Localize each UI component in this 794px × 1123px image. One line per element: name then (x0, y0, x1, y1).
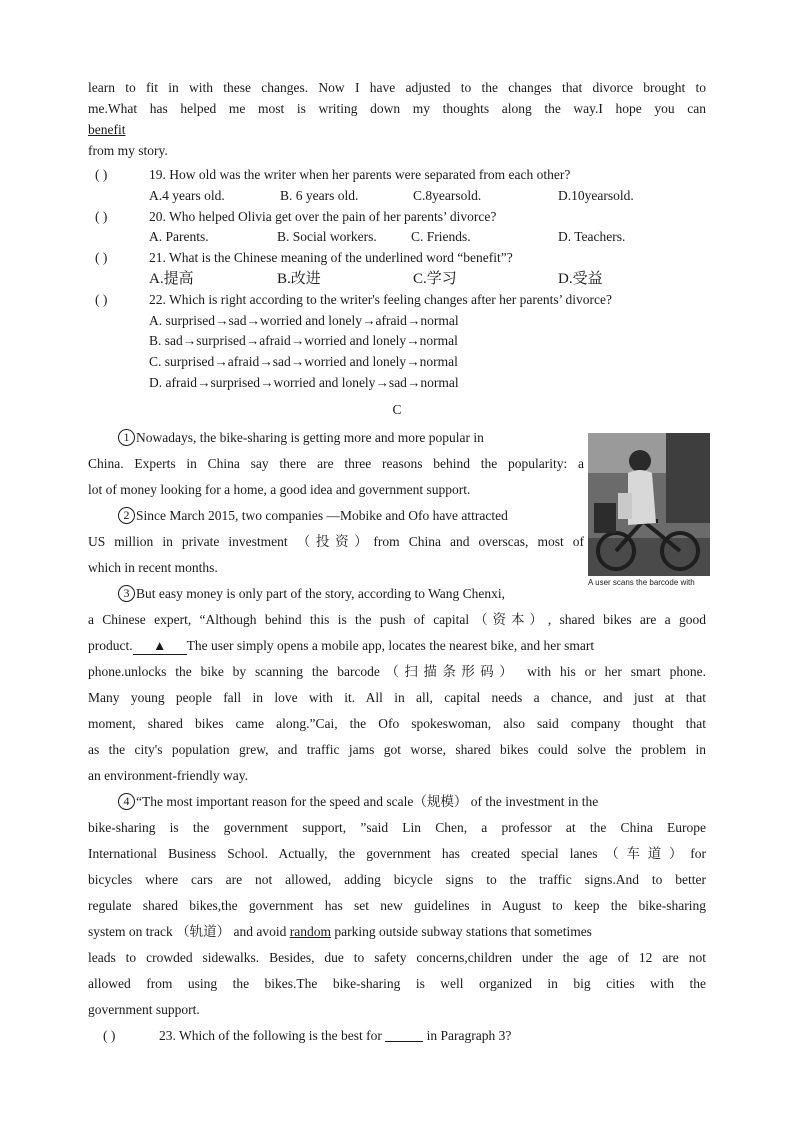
option-c: C. Friends. (411, 229, 471, 244)
photo-caption: A user scans the barcode with (588, 578, 695, 587)
paragraph-number-2: 2 (118, 507, 135, 524)
p4-line-6-pre: system on track （轨道） and avoid (88, 924, 287, 939)
option-b: B. sad→surprised→afraid→worried and lonely→normal (149, 333, 458, 348)
answer-paren: ( ) (95, 167, 108, 182)
option-d: D.10yearsold. (558, 188, 634, 203)
p4-line-6-post: parking outside subway stations that sometimes (334, 924, 592, 939)
answer-paren: ( ) (95, 250, 108, 265)
p3-line-3-post: The user simply opens a mobile app, locates the nearest bike, and her smart (186, 638, 595, 653)
option-d: D.受益 (558, 271, 603, 287)
p4-line-8: allowed from using the bikes.The bike-sharing is well organized in big cities with the (88, 976, 706, 991)
p2-line-1-text: Since March 2015, two companies —Mobike and Ofo have attracted (136, 508, 508, 523)
p2-line-3: which in recent months. (88, 560, 218, 575)
p4-line-9: government support. (88, 1002, 200, 1017)
option-a: A. surprised→sad→worried and lonely→afraid→normal (149, 313, 459, 328)
option-c: C. surprised→afraid→sad→worried and lonely→normal (149, 354, 458, 369)
p3-line-2: a Chinese expert, “Although behind this is the push of capital（资本）, shared bikes are a good (88, 612, 706, 627)
photo-illustration (588, 433, 710, 576)
answer-paren: ( ) (95, 292, 108, 307)
p3-line-1-text: But easy money is only part of the story, according to Wang Chenxi, (136, 586, 505, 601)
p3-line-5: Many young people fall in love with it. All in all, capital needs a chance, and just at that (88, 690, 706, 705)
p4-line-1-text: “The most important reason for the speed and scale（规模） of the investment in the (136, 794, 599, 809)
question-text: 19. How old was the writer when her parents were separated from each other? (149, 167, 571, 182)
question-text (159, 1026, 511, 1046)
answer-paren: ( ) (103, 1028, 116, 1043)
option-a: A.4 years old. (149, 188, 225, 203)
underlined-word-random: random (289, 924, 331, 939)
p2-line-2: US million in private investment （投资）from China and overscas, most of (88, 534, 584, 549)
p4-line-2: bike-sharing is the government support, ”said Lin Chen, a professor at the China Europe (88, 820, 706, 835)
bike-sharing-photo (588, 433, 710, 576)
option-a: A.提高 (149, 271, 194, 287)
intro-line-3: from my story. (88, 143, 168, 158)
question-text: 22. Which is right according to the writer's feeling changes after her parents’ divorce? (149, 292, 613, 307)
p2-line-1 (118, 506, 584, 526)
option-b: B. Social workers. (277, 229, 377, 244)
paragraph-number-4: 4 (118, 793, 135, 810)
answer-paren: ( ) (95, 209, 108, 224)
underlined-word-benefit: benefit (88, 122, 126, 137)
intro-line-underlined (88, 120, 706, 140)
question-text: 20. Who helped Olivia get over the pain of her parents’ divorce? (149, 209, 497, 224)
p1-line-2: China. Experts in China say there are three reasons behind the popularity: a (88, 456, 584, 471)
answer-blank: ▲ (133, 638, 187, 655)
option-b: B. 6 years old. (280, 188, 359, 203)
p4-line-5: regulate shared bikes,the government has set new guidelines in August to keep the bike-sharing (88, 898, 706, 913)
paragraph-number-3: 3 (118, 585, 135, 602)
p4-line-1 (118, 792, 706, 812)
p3-line-6: moment, shared bikes came along.”Cai, the Ofo spokeswoman, also said company thought that (88, 716, 706, 731)
p4-line-7: leads to crowded sidewalks. Besides, due to safety concerns,children under the age of 12 are not (88, 950, 706, 965)
question-23-text-post: in Paragraph 3? (426, 1028, 512, 1043)
section-title: C (392, 402, 402, 417)
option-d: D. Teachers. (558, 229, 626, 244)
p4-line-4: bicycles where cars are not allowed, adding bicycle signs to the traffic signs.And to better (88, 872, 706, 887)
intro-line-1: learn to fit in with these changes. Now I have adjusted to the changes that divorce brought to (88, 80, 706, 95)
option-d: D. afraid→surprised→worried and lonely→sad→normal (149, 375, 459, 390)
p3-line-4: phone.unlocks the bike by scanning the barcode（扫描条形码） with his or her smart phone. (88, 664, 706, 679)
paragraph-number-1: 1 (118, 429, 135, 446)
p1-line-1-text: Nowadays, the bike-sharing is getting more and more popular in (136, 430, 484, 445)
option-a: A. Parents. (149, 229, 209, 244)
option-c: C.8yearsold. (413, 188, 482, 203)
option-b: B.改进 (277, 271, 321, 287)
p1-line-3: lot of money looking for a home, a good idea and government support. (88, 482, 471, 497)
question-text: 21. What is the Chinese meaning of the underlined word “benefit”? (149, 250, 513, 265)
p3-line-3-pre: product. (88, 638, 133, 653)
intro-line-2: me.What has helped me most is writing down my thoughts along the way.I hope you can (88, 101, 706, 116)
p3-line-1 (118, 584, 584, 604)
option-c: C.学习 (413, 271, 457, 287)
p4-line-6 (88, 922, 706, 942)
p3-line-7: as the city's population grew, and traffic jams got worse, shared bikes could solve the problem in (88, 742, 706, 757)
p4-line-3: International Business School. Actually, the government has created special lanes（车道）for (88, 846, 706, 861)
p3-line-8: an environment-friendly way. (88, 768, 248, 783)
answer-blank (385, 1027, 423, 1042)
question-23-text-pre: 23. Which of the following is the best for (159, 1028, 382, 1043)
p1-line-1 (118, 428, 584, 448)
p3-line-3 (88, 636, 706, 656)
